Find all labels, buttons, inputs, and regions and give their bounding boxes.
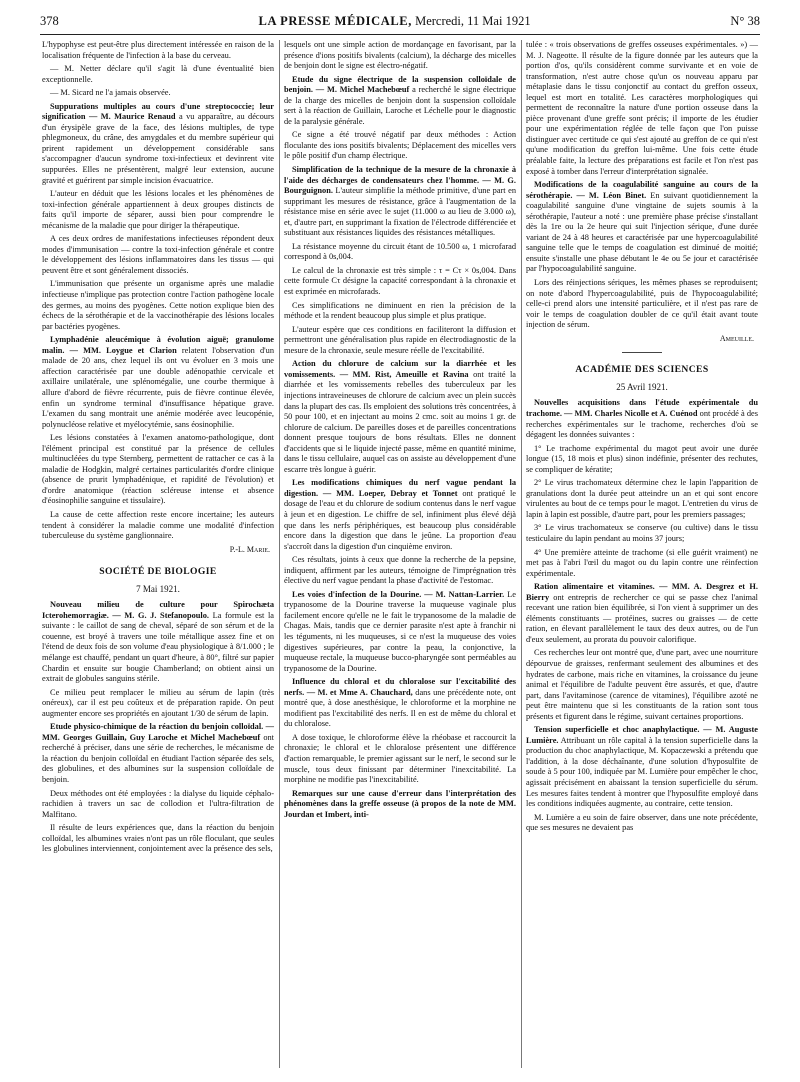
article	[284, 478, 516, 552]
article	[42, 335, 274, 430]
paragraph: 1° Le trachome expérimental du magot peut avoir une durée longue (15, 18 mois et plus) sinon indéfinie, présenter des rechutes, se compliquer de kératite;	[526, 443, 758, 474]
paragraph: M. Lumière a eu soin de faire observer, dans une note précédente, que ses mesures ne devaient pas	[526, 812, 758, 833]
article-heading: Lymphadénie aleucémique à évolution aiguë; granulome malin. — MM. Loygue et Clarion	[42, 335, 274, 355]
page-header	[40, 14, 760, 36]
article	[526, 180, 758, 275]
article-text: ont recherché à préciser, dans une série de recherches, le mécanisme de la réaction du benjoin colloïdal en étudiant l'action séparée des sels, des globulines, et des albumines sur la suspension colloïdale de benjoin.	[42, 732, 274, 784]
article	[526, 725, 758, 809]
article	[42, 600, 274, 684]
article-text: ont traité la diarrhée et les vomissements rebelles des tuberculeux par les injections intraveineuses de chlorure de calcium avec un plein succès dans la plupart des cas. Ils emploient des solutions très concentrées, à 50 pour 100, et en injectant au moins 2 cmc. soit au moins 1 gr. de chlorure de calcium. De pareilles doses et de pareilles concentrations donnent presque toujours de bons résultats. Elles ne donnent d'accidents que si le liquide injecté passe, même en quantité minime, dans le tissu cellulaire, auquel cas on assiste au développement d'une escarre très longue à guérir.	[284, 369, 517, 474]
article-heading: Ration alimentaire et vitamines. — MM. A. Desgrez et H. Bierry	[526, 582, 758, 602]
column-middle	[284, 40, 516, 823]
paragraph: 4° Une première atteinte de trachome (si elle guérit vraiment) ne met pas à l'abri l'œil du magot ou du lapin contre une réinfection expérimentale.	[526, 547, 758, 578]
article-text: La formule est la suivante : le caillot de sang de cheval, séparé de son sérum et de la couenne, est broyé à travers une toile métallique assez fine et on l'étend de deux fois de son volume d'eau physiologique à 8/1.000 ; le mélange est chauffé, pendant un quart d'heure, à 80°, filtré sur papier Chardin et ensuite sur bougie Chamberland; on obtient ainsi un extrait de globules sanguins stérile.	[42, 610, 274, 684]
journal-title: LA PRESSE MÉDICALE,	[258, 14, 412, 28]
paragraph: 2° Le virus trachomateux détermine chez le lapin l'apparition de granulations dont la durée peut atteindre un an et qui sont encore virulentes au bout de ce temps pour le magot. L'entretien du virus de lapin à lapin est possible, d'autre part, pour les premiers passages;	[526, 478, 758, 519]
paragraph: — M. Netter déclare qu'il s'agit là d'une éventualité bien exceptionnelle.	[42, 64, 274, 84]
article	[284, 590, 516, 674]
article	[42, 102, 274, 186]
article	[42, 722, 274, 785]
paragraph: Le calcul de la chronaxie est très simple : τ = Cτ × 0s,004. Dans cette formule Cτ désigne la capacité correspondant à la chronaxie et est exprimée en microfarads.	[284, 265, 516, 297]
article	[284, 359, 516, 475]
header-rule	[40, 34, 760, 35]
article	[284, 75, 516, 128]
article	[284, 677, 516, 730]
issue-date: Mercredi, 11 Mai 1921	[415, 14, 531, 28]
paragraph: Ce signe a été trouvé négatif par deux méthodes : Action floculante des ions positifs bivalents; Déplacement des micelles vers le pôle positif d'un champ électrique.	[284, 130, 516, 161]
article-heading: Etude physico-chimique de la réaction du benjoin colloïdal. — MM. Georges Guillain, Guy Laroche et Michel Machebœuf	[42, 722, 274, 742]
article-heading: Action du chlorure de calcium sur la diarrhée et les vomissements. — MM. Rist, Ameuille et Ravina	[284, 359, 516, 379]
article-text: a recherché le signe électrique de la charge des micelles de benjoin dont la suspension colloïdale sert à la réaction de Guillain, Laroche et Léchelle pour le diagnostic de la paralysie générale.	[284, 85, 516, 126]
article	[526, 582, 758, 645]
paragraph: A dose toxique, le chloroforme élève la rhéobase et raccourcit la chronaxie; le chloral et le chloralose présentent une différence d'action remarquable, le premier agissant sur le nerf, le second sur le muscle, tous deux finissant par déterminer l'inexcitabilité. La morphine ne modifie pas l'inexcitabilité.	[284, 732, 516, 785]
paragraph: Il résulte de leurs expériences que, dans la réaction du benjoin colloïdal, les albumines vraies n'ont pas un rôle floculant, que seules les globulines interviennent, conjointement avec la présence des sels,	[42, 823, 274, 854]
article-heading: Influence du chloral et du chloralose sur l'excitabilité des nerfs. — M. et Mme A. Chauchard,	[284, 677, 516, 697]
paragraph: Deux méthodes ont été employées : la dialyse du liquide céphalo-rachidien à travers un sac de collodion et l'ultra-filtration de Malfitano.	[42, 788, 274, 819]
article-heading: Remarques sur une cause d'erreur dans l'interprétation des phénomènes dans la greffe osseuse (à propos de la note de MM. Jourdan et Imbert, inti-	[284, 788, 516, 819]
article-heading: Nouveau milieu de culture pour Spirochæta Icterohemorragiæ. — M. G. J. Stefanopoulo.	[42, 600, 274, 620]
section-title: ACADÉMIE DES SCIENCES	[575, 364, 709, 376]
paragraph: La cause de cette affection reste encore incertaine; les auteurs tendent à considérer la maladie comme une modalité d'infection tuberculeuse du système ganglionnaire.	[42, 509, 274, 541]
paragraph: La résistance moyenne du circuit étant de 10.500 ω, 1 microfarad correspond à 0s,004.	[284, 241, 516, 262]
author-signature: P.-L. Marie.	[229, 544, 270, 554]
paragraph: — M. Sicard ne l'a jamais observée.	[50, 88, 171, 98]
article	[284, 165, 516, 239]
paragraph: Ces résultats, joints à ceux que donne la recherche de la pepsine, indiquent, affirment par les auteurs, témoigne de l'imprégnation très élective du nerf vague pendant la phase d'activité de l'estomac.	[284, 555, 516, 586]
column-divider	[279, 40, 280, 1068]
article-text: En suivant quotidiennement la coagulabilité sanguine d'une vingtaine de sujets soumis à la sérothérapie, l'auteur a noté : une première phase précise s'installant dès la 1re ou la 2e heure qui suit l'injection sérique, d'une durée variant de 24 à 48 heures et caractérisée par une hypercoagulabilité sanguine telle que le temps de coagulation est diminué de moitié; ensuite s'installe une phase débutant le 4e ou 5e jour et caractérisée par l'hypocoagulabilité sanguine.	[526, 190, 758, 274]
article-text: a vu apparaître, au décours d'un érysipèle grave de la face, des lésions multiples, de type phlegmoneux, du crâne, des amygdales et du membre supérieur qui prirent rapidement un développement considérable sans s'accompagner d'aucun syndrome toxi-infectieux et devinrent vite suppurées. Elles ne présentèrent, malgré leur extension, aucune gravité et guérirent par simple incision évacuatrice.	[42, 112, 274, 185]
article-text: ont entrepris de rechercher ce qui se passe chez l'animal recevant une ration bien équilibrée, si l'on vient à supprimer un des éléments constituants — protéines, sucres ou graisses — de cette ration, en élevant parallèlement le taux des deux autres, ou de l'un d'eux seulement, au prorata du pouvoir calorifique.	[526, 592, 758, 644]
journal-title-line	[259, 14, 531, 29]
article-text: ont procédé à des recherches expérimentales sur le trachome, recherches d'où se dégagent les données suivantes :	[526, 408, 758, 440]
paragraph: Lors des réinjections sériques, les mêmes phases se reproduisent; on note d'abord l'hypercoagulabilité, puis de l'hypocoagulabilité; celle-ci prend alors une intensité particulière, et il n'est pas rare de voir le temps de coagulation doubler de ce qu'il était avant toute injection de sérum.	[526, 278, 758, 330]
article-heading: Modifications de la coagulabilité sanguine au cours de la sérothérapie. — M. Léon Binet.	[526, 180, 758, 200]
author-signature: Ameuille.	[719, 333, 754, 343]
separator-rule	[622, 352, 662, 353]
article-heading: Tension superficielle et choc anaphylactique. — M. Auguste Lumière.	[526, 725, 758, 745]
article-heading: Suppurations multiples au cours d'une streptococcie; leur signification — M. Maurice Renaud	[42, 101, 274, 122]
paragraph: A ces deux ordres de manifestations infectieuses répondent deux modes d'immunisation — contre la toxi-infection générale et contre le développement des lésions inflammatoires dans les tissus — qui peuvent être et sont généralement dissociés.	[42, 234, 274, 275]
article-heading: Etude du signe électrique de la suspension colloïdale de benjoin. — M. Michel Machebœuf	[284, 74, 516, 95]
paragraph: Les lésions constatées à l'examen anatomo-pathologique, dont l'élément principal est constitué par la présence de cellules multinucléées du type Sternberg, permettent de rattacher ce cas à la maladie de Hodgkin, malgré certaines particularités d'ordre clinique (absence de prurit lymphadénique, et rapidité de l'évolution) et d'ordre anatomique (réaction scléreuse intense et absence d'éosinophilie sanguine et tissulaire).	[42, 433, 274, 506]
paragraph: L'hypophyse est peut-être plus directement intéressée en raison de la localisation fréquente de l'infection à la base du cerveau.	[42, 40, 274, 60]
article-text: Attribuant un rôle capital à la tension superficielle dans la production du choc anaphylactique, M. Kopaczewski a prétendu que l'addition, à la dose déchaînante, d'une solution d'hyposulfite de soude à 5 pour 100, indiquée par M. Lumière pour empêcher le choc, agissait précisément en abaissant la tension superficielle du sérum. Les mesures faites tendent à montrer que l'hyposulfite employé dans les conditions indiquées augmente, au contraire, cette tension.	[526, 735, 758, 809]
article-heading: Les voies d'infection de la Dourine. — M. Nattan-Larrier.	[292, 589, 505, 599]
article-heading: Les modifications chimiques du nerf vague pendant la digestion. — MM. Loeper, Debray et Tonnet	[284, 478, 516, 498]
article-heading: Nouvelles acquisitions dans l'étude expérimentale du trachome. — MM. Charles Nicolle et A. Cuénod	[526, 398, 758, 418]
column-divider	[521, 40, 522, 1068]
page-number: 378	[40, 14, 59, 28]
paragraph: 3° Le virus trachomateux se conserve (ou cultive) dans le tissu testiculaire du lapin pendant au moins 37 jours;	[526, 523, 758, 543]
paragraph: L'auteur espère que ces conditions en faciliteront la diffusion et permettront une généralisation plus rapide en électrodiagnostic de la mesure de la chronaxie, seule mesure réelle de l'excitabilité.	[284, 324, 516, 355]
paragraph: Ces recherches leur ont montré que, d'une part, avec une nourriture dépourvue de graisses, renfermant seulement des albumines et des hydrates de carbone, mais riche en vitamines, la croissance du jeune animal et l'équilibre de l'adulte peuvent être assurés, et que, d'autre part, dans l'avitaminose (carence de vitamines), l'équilibre azoté ne peut être maintenu que si les constituants de la ration sont tous présents et figurent dans le régime, suivant certaines proportions.	[526, 648, 758, 721]
section-date: 7 Mai 1921.	[136, 583, 180, 594]
article-text: L'auteur simplifie la méthode primitive, d'une part en supprimant les mesures de résistance, grâce à l'augmentation de la résistance mise en série avec le sujet (11.000 ω au lieu de 3.000 ω), et, d'autre part, en supprimant la fixation de l'électrode différenciée et substituant aux résistances liquides des résistances métalliques.	[284, 186, 516, 238]
paragraph: tulée : « trois observations de greffes osseuses expérimentales. ») — M. J. Nageotte. Il résulte de la figure donnée par les auteurs que la portion d'os, qu'ils considèrent comme survivante et en voie de transformation, n'est autre chose qu'un os nouveau apparu par métaplasie dans le tissu conjonctif au contact du greffon osseux, lequel est mort en totalité. Les caractères morphologiques qui permettent de reconnaître la nature d'une portion osseuse dans la pièce provenant d'une greffe sont précis; il importe de les étudier pour une expérimentation réglée de telle façon que l'on puisse distinguer avec certitude ce qui s'est ajouté au greffon de ce qui n'est qu'une modification du greffon lui-même. Une fois cette étude préalable faite, la lecture des préparations est facile et l'on n'est pas exposé à tomber dans l'erreur d'interprétation signalée.	[526, 40, 758, 176]
article-text: relatent l'observation d'un malade de 20 ans, chez lequel ils ont vu évoluer en 3 mois une affection caractérisée par une double adénopathie cervicale et axillaire unilatérale, une splénomégalie, une courbe thermique à allure d'abord de fièvre récurrente, puis de fièvre continue élevée, enfin un syndrome terminal d'insuffisance hépatique grave. L'examen du sang montrait une anémie modérée avec leucopénie, polynucléose relative et myélocytémie, sans éosinophilie.	[42, 345, 274, 429]
article-heading: Simplification de la technique de la mesure de la chronaxie à l'aide des décharges de condensateurs chez l'homme. — M. G. Bourguignon.	[284, 165, 516, 196]
paragraph: L'auteur en déduit que les lésions locales et les phénomènes de toxi-infection générale appartiennent à deux groupes distincts de faits qu'il importe de séparer, aussi bien pour comprendre le mécanisme de la maladie que pour diriger la thérapeutique.	[42, 189, 274, 230]
column-left	[42, 40, 274, 858]
article-text: dans une précédente note, ont montré que, à dose anesthésique, le chloroforme et la morphine ne modifient pas l'excitabilité des nerfs. Il en est de même du chloral et du chloralose.	[284, 687, 516, 729]
article-text: ont pratiqué le dosage de l'eau et du chlorure de sodium contenus dans le nerf vague à jeun et en digestion. Le chiffre de sel, infiniment plus élevé déjà que dans les nerfs périphériques, est beaucoup plus considérable encore dans la digestion que dans le jeûne. La proportion d'eau s'accroît dans la digestion d'un cinquième environ.	[284, 488, 516, 551]
section-date: 25 Avril 1921.	[616, 381, 668, 392]
paragraph: Ce milieu peut remplacer le milieu au sérum de lapin (très onéreux), car il est peu coûteux et de préparation rapide. On peut augmenter encore ses propriétés en ajoutant 1/30 de sérum de lapin.	[42, 687, 274, 718]
article-text: Le trypanosome de la Dourine traverse la muqueuse vaginale plus facilement encore qu'elle ne le fait le trypanosome de la maladie de Chagas. Mais, tandis que ce dernier parasite n'est apte à franchir ni les téguments, ni les muqueuses, si ce n'est la muqueuse des voies digestives supérieures, par contre la peau, la conjonctive, la muqueuse rectale, la muqueuse bucco-pharyngée sont perméables au trypanosome de la Dourine.	[284, 589, 516, 673]
column-right	[526, 40, 758, 837]
paragraph: lesquels ont une simple action de mordançage en favorisant, par la présence d'ions positifs bivalents (calcium), la décharge des micelles de benjoin dont le signe est électro-négatif.	[284, 40, 516, 71]
paragraph: Ces simplifications ne diminuent en rien la précision de la méthode et la rendent beaucoup plus simple et plus pratique.	[284, 300, 516, 321]
issue-number: N° 38	[730, 14, 760, 28]
article	[526, 398, 758, 440]
section-title: SOCIÉTÉ DE BIOLOGIE	[99, 566, 217, 578]
paragraph: L'immunisation que présente un organisme après une maladie infectieuse n'implique pas protection contre l'action pathogène locale des germes, au moins des pyogènes. Cette notion explique bien des échecs de la sérothérapie et de la vaccinothérapie des lésions locales par bactéries pyogènes.	[42, 279, 274, 331]
